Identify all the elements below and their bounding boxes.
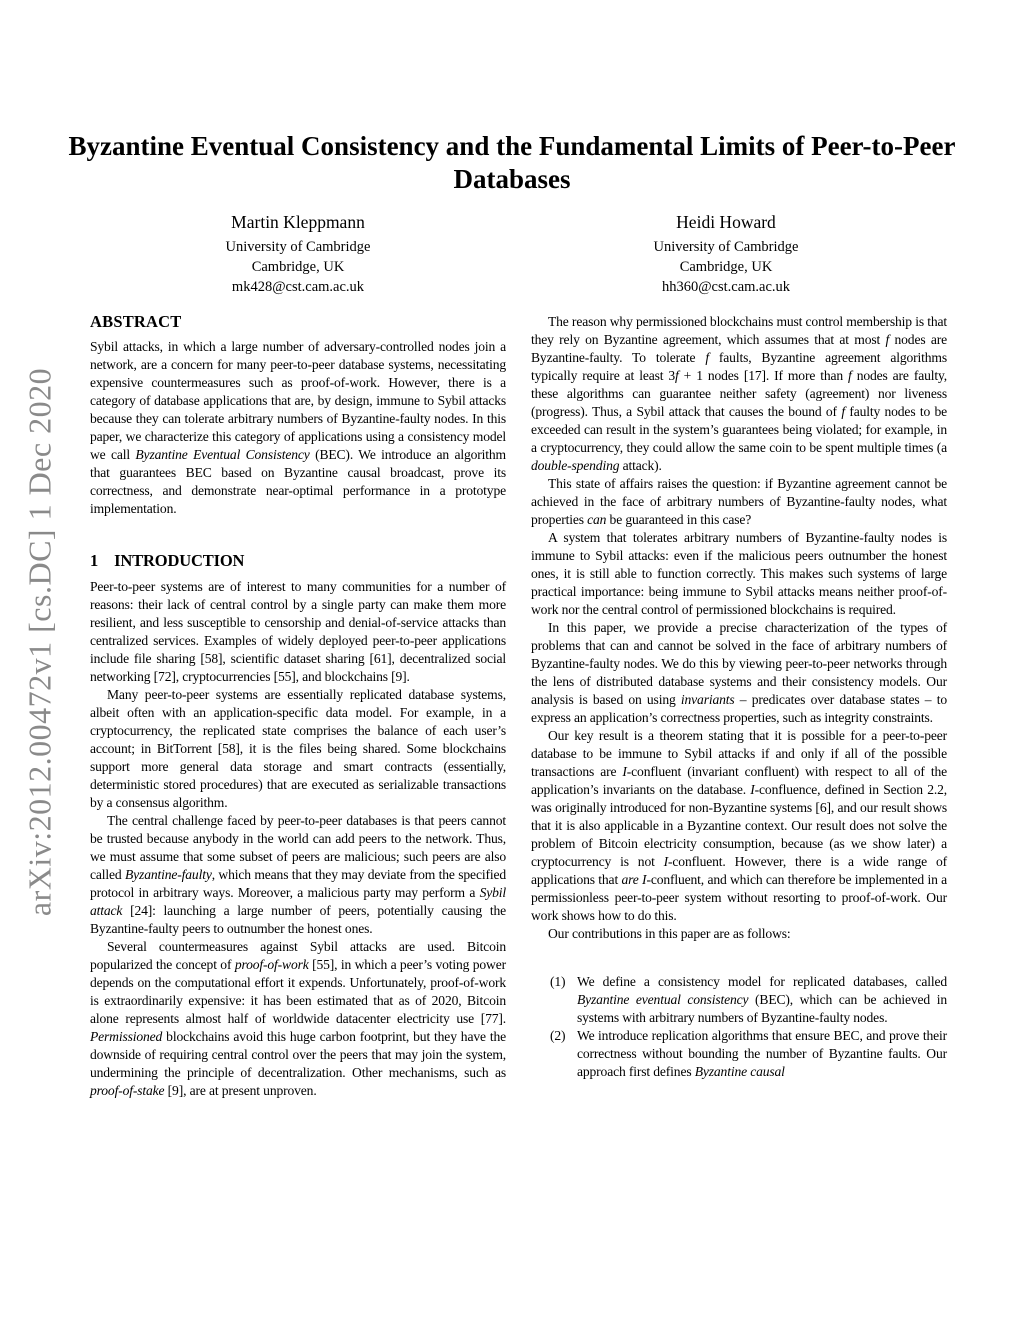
- author-email: hh360@cst.cam.ac.uk: [661, 278, 791, 295]
- list-item-number: (1): [550, 973, 566, 989]
- author-city: Cambridge, UK: [679, 258, 773, 275]
- list-item: [531, 973, 947, 1027]
- paper-title: Byzantine Eventual Consistency and the Fundamental Limits of Peer-to-Peer Databases: [68, 131, 956, 194]
- body-columns: [90, 313, 946, 1100]
- section-number: 1: [90, 550, 99, 570]
- intro-paragraph-3: The central challenge faced by peer-to-peer databases is that peers cannot be trusted because anybody in the world can add peers to the network. Thus, we must assume that some subset of peers are malicious; such peers are also called Byzantine-faulty, which means that they may deviate from the specified protocol in arbitrary ways. Moreover, a malicious party may perform a Sybil attack [24]: launching a large number of peers, potentially causing the Byzantine-faulty peers to outnumber the honest ones.: [90, 812, 506, 936]
- authors-row: [84, 212, 940, 297]
- intro-paragraph-2: Many peer-to-peer systems are essentially replicated database systems, albeit often with an application-specific data model. For example, in a cryptocurrency, the replicated state comprises the balance of each user’s account; in BitTorrent [58], it is the files being shared. Some blockchains support more general data storage and smart contracts (essentially, deterministic stored procedures) that are executed as serializable transactions by a consensus algorithm.: [90, 686, 506, 810]
- right-paragraph-4: In this paper, we provide a precise characterization of the types of problems that can and cannot be solved in the face of arbitrary numbers of Byzantine-faulty nodes. We do this by viewing peer-to-peer networks through the lens of distributed database systems and their consistency models. Our analysis is based on using invariants – predicates over database states – to express an application’s correctness properties, such as integrity constraints.: [531, 619, 947, 725]
- left-column: [90, 313, 506, 1100]
- right-paragraph-5: Our key result is a theorem stating that it is possible for a peer-to-peer database to be immune to Sybil attacks if and only if all of the possible transactions are I-confluent (invariant confluent) with respect to all of the application’s invariants on the database. I-confluence, defined in Section 2.2, was originally introduced for non-Byzantine systems [6], and our result shows that it is also applicable in a Byzantine context. Our result does not solve the problem of Bitcoin electricity consumption, because (as we show later) a cryptocurrency is not I-confluent. However, there is a wide range of applications that are I-confluent, and which can therefore be implemented in a permissionless peer-to-peer system without resorting to proof-of-work. Our work shows how to do this.: [531, 727, 948, 923]
- author-affiliation: University of Cambridge: [653, 238, 799, 255]
- section-title: INTRODUCTION: [114, 550, 245, 570]
- list-item: [531, 1027, 947, 1081]
- right-paragraph-2: This state of affairs raises the question: if Byzantine agreement cannot be achieved in the face of arbitrary numbers of Byzantine-faulty nodes, what properties can be guaranteed in this case?: [531, 475, 947, 527]
- author-block-2: [512, 212, 940, 297]
- right-paragraph-1: The reason why permissioned blockchains must control membership is that they rely on Byzantine agreement, which assumes that at most f nodes are Byzantine-faulty. To tolerate f faults, Byzantine agreement algorithms typically require at least 3f + 1 nodes [17]. If more than f nodes are faulty, these algorithms can guarantee neither safety (agreement) nor liveness (progress). Thus, a Sybil attack that causes the bound of f faulty nodes to be exceeded can result in the system’s guarantees being violated; for example, in a cryptocurrency, they could allow the same coin to be spent multiple times (a double-spending attack).: [531, 313, 948, 473]
- abstract-heading: ABSTRACT: [90, 311, 182, 331]
- author-name: Heidi Howard: [676, 211, 776, 232]
- author-name: Martin Kleppmann: [231, 211, 365, 232]
- list-item-text: We introduce replication algorithms that ensure BEC, and prove their correctness without bounding the number of Byzantine faults. Our approach first defines Byzantine causal: [577, 1027, 947, 1079]
- author-email: mk428@cst.cam.ac.uk: [231, 278, 365, 295]
- author-affiliation: University of Cambridge: [225, 238, 371, 255]
- intro-paragraph-4: Several countermeasures against Sybil attacks are used. Bitcoin popularized the concept of proof-of-work [55], in which a peer’s voting power depends on the computational effort it expends. Unfortunately, proof-of-work is extraordinarily expensive: it has been estimated that as of 2020, Bitcoin alone represents almost half of worldwide datacenter electricity use [77]. Permissioned blockchains avoid this huge carbon footprint, but they have the downside of requiring central control over the peers that may join the system, undermining the principle of decentralization. Other mechanisms, such as proof-of-stake [9], are at present unproven.: [90, 938, 506, 1098]
- right-column: [531, 313, 947, 1100]
- right-paragraph-6: Our contributions in this paper are as follows:: [548, 925, 791, 941]
- contributions-list: [531, 973, 947, 1081]
- list-item-number: (2): [550, 1027, 566, 1043]
- arxiv-watermark: arXiv:2012.00472v1 [cs.DC] 1 Dec 2020: [21, 367, 58, 917]
- section-heading-introduction: [90, 552, 506, 570]
- intro-paragraph-1: Peer-to-peer systems are of interest to many communities for a number of reasons: their lack of central control by a single party can make them more resilient, and less susceptible to censorship and denial-of-service attacks than centralized services. Examples of widely deployed peer-to-peer applications include file sharing [58], scientific dataset sharing [61], decentralized social networking [72], cryptocurrencies [55], and blockchains [9].: [90, 578, 506, 684]
- right-paragraph-3: A system that tolerates arbitrary numbers of Byzantine-faulty nodes is immune to Sybil attacks: even if the malicious peers outnumber the honest ones, it is still able to function correctly. This makes such systems of large practical importance: being immune to Sybil attacks means neither proof-of-work nor the central control of permissioned blockchains is required.: [531, 529, 947, 617]
- abstract-text: Sybil attacks, in which a large number of adversary-controlled nodes join a network, are a concern for many peer-to-peer database systems, necessitating expensive countermeasures such as proof-of-work. However, there is a category of database applications that are, by design, immune to Sybil attacks because they can tolerate arbitrary numbers of Byzantine-faulty nodes. In this paper, we characterize this category of applications using a consistency model we call Byzantine Eventual Consistency (BEC). We introduce an algorithm that guarantees BEC based on Byzantine causal broadcast, prove its correctness, and demonstrate near-optimal performance in a prototype implementation.: [90, 338, 506, 516]
- list-item-text: We define a consistency model for replicated databases, called Byzantine eventual consistency (BEC), which can be achieved in systems with arbitrary numbers of Byzantine-faulty nodes.: [577, 973, 947, 1025]
- author-city: Cambridge, UK: [251, 258, 345, 275]
- author-block-1: [84, 212, 512, 297]
